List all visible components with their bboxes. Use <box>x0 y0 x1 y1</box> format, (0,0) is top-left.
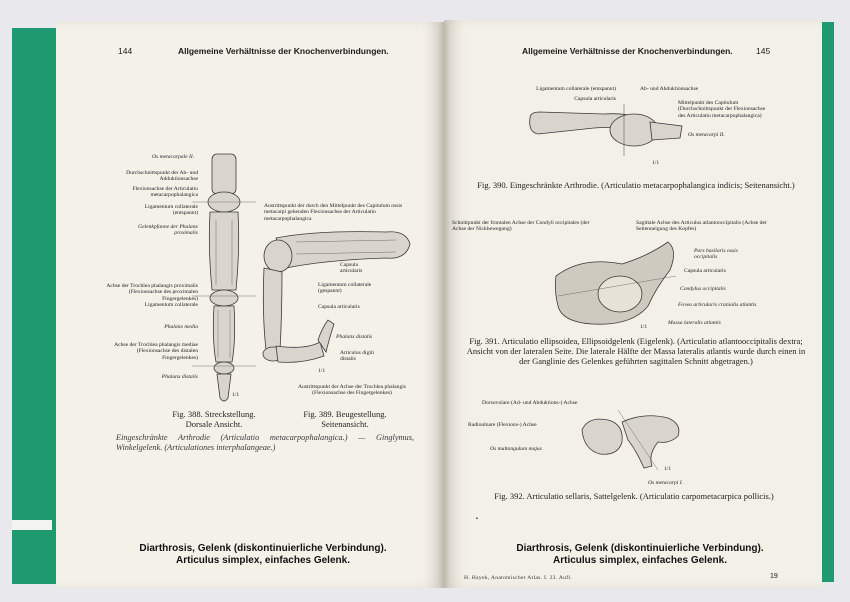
fig389-finger-illustration <box>256 224 416 374</box>
fig392-saddle-joint-illustration <box>578 410 688 470</box>
label-achse-trochlea-proximalis: Achse der Trochlea phalangis proximalis (Flexionsachse des proximalen Fingergelenkes) <box>106 283 198 302</box>
label-ligamentum-entspannt-390: Ligamentum collaterale (entspannt) <box>536 86 616 92</box>
left-section-line2: Articulus simplex, einfaches Gelenk. <box>176 555 350 566</box>
caption-fig389-line1: Fig. 389. Beugestellung. <box>303 409 387 419</box>
right-page-number: 145 <box>756 46 771 56</box>
label-os-metacarpale: Os metacarpale II. <box>152 154 195 160</box>
scale-392: 1/1 <box>664 466 672 472</box>
label-achse-trochlea-mediae: Achse der Trochlea phalangis mediae (Flexionsachse des distalen Fingergelenkes) <box>114 342 198 361</box>
label-os-multangulum: Os multangulum majus <box>490 446 542 452</box>
label-gelenkpfanne: Gelenkpfanne der Phalanx proximalis <box>138 224 198 237</box>
label-articulus-digiti-distalis: Articulus digiti distalis <box>340 350 375 363</box>
caption-fig389 <box>290 409 400 429</box>
caption-fig388 <box>168 409 260 429</box>
right-section-heading <box>476 543 804 567</box>
cover-stripe <box>12 520 52 530</box>
fig388-finger-illustration <box>196 150 256 410</box>
label-dorsovolare: Dorsovolare (Ad- und Abduktions-) Achse <box>482 400 578 406</box>
caption-fig388-line2: Dorsale Ansicht. <box>185 419 243 429</box>
label-os-metacarpi-392: Os metacarpi I. <box>648 480 683 486</box>
label-mittelpunkt-capitulum: Mittelpunkt des Capitulum (Durchschnittspunkt der Flexionsachse des Articulatio metacarpophalangica) <box>678 100 766 119</box>
left-section-heading <box>100 543 426 567</box>
right-footer-signature: 19 <box>770 573 778 580</box>
caption-fig392: Fig. 392. Articulatio sellaris, Sattelgelenk. (Articulatio carpometacarpica pollicis.) <box>494 491 774 501</box>
label-ligamentum-collaterale: Ligamentum collaterale <box>144 302 198 308</box>
label-durchschnittspunkt: Durchschnittspunkt der Ab- und Adduktionsachse <box>126 170 198 183</box>
label-capsula-articularis-2: Capsula articularis <box>318 304 360 310</box>
label-condylus: Condylus occipitalis <box>680 286 726 292</box>
label-capsula-391: Capsula articularis <box>684 268 726 274</box>
caption-fig389-line2: Seitenansicht. <box>321 419 369 429</box>
label-ligamentum-gespannt: Ligamentum collaterale (gespannt) <box>318 282 372 295</box>
label-austrittspunkt-top: Austrittspunkt der durch den Mittelpunkt des Capitulum ossis metacarpi gehenden Flexionsachse der Articulatio metacarpophalangica <box>264 203 403 222</box>
section-marker: ▪ <box>476 516 478 522</box>
right-section-line1: Diarthrosis, Gelenk (diskontinuierliche Verbindung). <box>516 543 764 554</box>
left-page-number: 144 <box>118 46 133 56</box>
label-capsula-390: Capsula articularis <box>574 96 616 102</box>
label-sagittale-achse: Sagittale Achse des Articulus atlantooccipitalis (Achse der Seitenneigung des Kopfes) <box>636 220 767 233</box>
label-capsula-articularis: Capsula articularis <box>340 262 363 275</box>
fig390-bone-illustration <box>524 104 684 156</box>
caption-fig388-line1: Fig. 388. Streckstellung. <box>172 409 256 419</box>
left-paragraph: Eingeschränkte Arthrodie (Articulatio metacarpophalangica.) — Ginglymus, Winkelgelenk. (Articulationes interphalangeae.) <box>116 433 414 452</box>
label-schnittpunkt: Schnittpunkt der frontalen Achse der Condyli occipitales (der Achse der Nickbewegung) <box>452 220 590 233</box>
label-fovea: Fovea articularis cranialis atlantis <box>678 302 757 308</box>
right-section-line2: Articulus simplex, einfaches Gelenk. <box>553 555 727 566</box>
label-austrittspunkt-bottom: Austrittspunkt der Achse der Trochlea phalangis (Flexionsachse des Fingergelenkes) <box>298 384 406 397</box>
left-section-line1: Diarthrosis, Gelenk (diskontinuierliche Verbindung). <box>139 543 387 554</box>
label-radioulnare: Radioulnare (Flexions-) Achse <box>468 422 537 428</box>
scale-389: 1/1 <box>318 368 326 374</box>
left-running-header: Allgemeine Verhältnisse der Knochenverbindungen. <box>178 46 389 56</box>
fig391-atlas-occipital-illustration <box>552 236 682 330</box>
scale-391: 1/1 <box>640 324 648 330</box>
label-ab-abduktionsachse: Ab- und Abduktionsachse <box>640 86 699 92</box>
label-phalanx-distalis-388: Phalanx distalis <box>161 374 198 380</box>
label-flexionsachse: Flexionsachse der Articulatio metacarpophalangica <box>132 186 198 199</box>
label-phalanx-media: Phalanx media <box>164 324 198 330</box>
label-ligamentum-entspannt: Ligamentum collaterale (entspannt) <box>144 204 198 217</box>
label-os-metacarpi-390: Os metacarpi II. <box>688 132 725 138</box>
right-running-header: Allgemeine Verhältnisse der Knochenverbindungen. <box>522 46 733 56</box>
label-massa-lateralis: Massa lateralis atlantis <box>668 320 721 326</box>
book-gutter <box>438 22 450 588</box>
scale-390: 1/1 <box>652 160 660 166</box>
right-footer-citation: H. Hayek, Anatomischer Atlas. I. 23. Aufl. <box>464 575 572 581</box>
caption-fig391: Fig. 391. Articulatio ellipsoidea, Ellipsoidgelenk (Eigelenk). (Articulatio atlantooccipitalis dextra; Ansicht von der lateralen Seite. Die laterale Hälfte der Massa lateralis atlantis wurde durch einen in der Ganglinie des Gelenkes geführten sagittalen Schnitt abgetragen.) <box>466 336 806 366</box>
scale-388: 1/1 <box>232 392 240 398</box>
caption-fig390: Fig. 390. Eingeschränkte Arthrodie. (Articulatio metacarpophalangica indicis; Seitenansicht.) <box>477 180 795 190</box>
label-phalanx-distalis-389: Phalanx distalis <box>336 334 373 340</box>
label-pars-basilaris: Pars basilaris ossis occipitalis <box>694 248 738 261</box>
